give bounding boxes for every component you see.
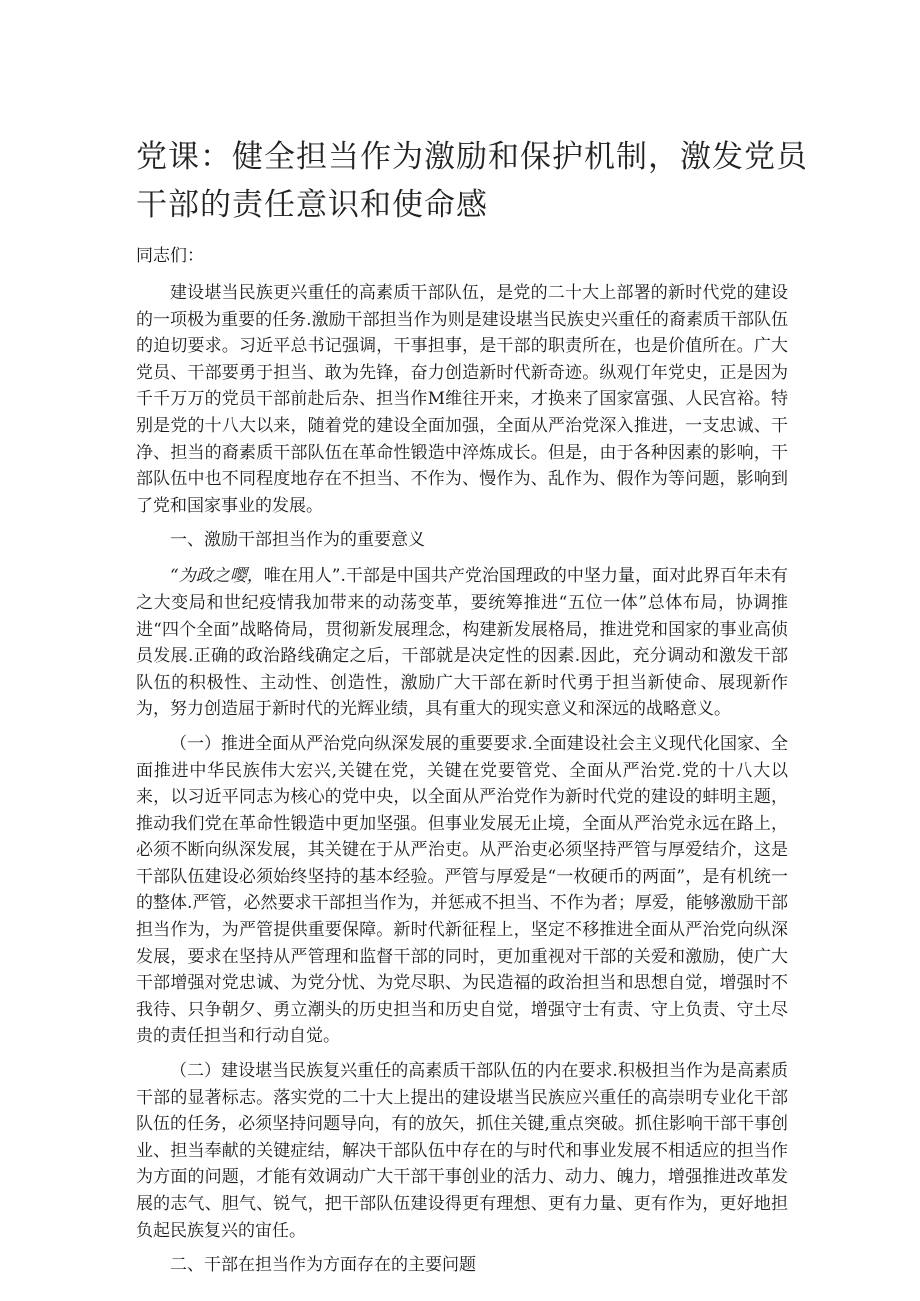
section-1-heading: 一、激励干部担当作为的重要意义 <box>170 530 425 551</box>
intro-paragraph: 建设堪当民族更兴重任的高素质干部队伍，是党的二十大上部署的新时代党的建设的一项极为重要的任务.激励干部担当作为则是建设堪当民族史兴重任的裔素质干部队伍的迫切要求。习近平总书记强调，干事担事，是干部的职责所在，也是价值所在。广大党员、干部要勇于担当、敢为先锋，奋力创造新时代新奇迹。纵观仃年党史，正是因为千千万万的党员干部前赴后杂、担当作M维往开来，才换来了国家富强、人民宫裕。特别是党的十八大以来，随着党的建设全面加强，全面从严治党深入推进，一支忠诚、干净、担当的裔素质干部队伍在革命性锻造中淬炼成长。但是，由于各种因素的影响，干部队伍中也不同程度地存在不担当、不作为、慢作为、乱作为、假作为等问题，影响到了党和国家事业的发展。 <box>136 283 788 516</box>
document-title: 党课：健全担当作为激励和保护机制，激发党员干部的责任意识和使命感 <box>136 139 808 223</box>
subsection-2-paragraph: （二）建设堪当民族复兴重任的高素质干部队伍的内在要求.积极担当作为是高素质干部的显著标志。落实党的二十大上提出的建设堪当民族应兴重任的高崇明专业化干部队伍的任务，必须坚持问题导向，有的放矢，抓住关键,重点突破。抓住影响干部干事创业、担当奉献的关键症结，解决干部队伍中存在的与时代和事业发展不相适应的担当作为方面的问题，才能有效调动广大干部干事创业的活力、动力、魄力，增强推进改革发展的志气、胆气、锐气，把干部队伍建设得更有理想、更有力量、更有作为，更好地担负起民族复兴的宙任。 <box>136 1061 788 1241</box>
section-1-text: 唯在用人”.干部是中国共产党治国理政的中坚力量，面对此界百年未有之大变局和世纪疫情我加带来的动荡变革，要统筹推进“五位一体”总体布局，协调推进“四个全面”战略倚局，贯彻新发展理念，构建新发展格局，推进党和国家的事业高侦员发展.正确的政治路线确定之后，干部就是决定性的因素.因此，充分调动和激发干部队伍的积极性、主动性、创造性，激励广大干部在新时代勇于担当新使命、展现新作为，努力创造屈于新时代的光辉业绩，具有重大的现实意义和深远的战略意义。 <box>136 566 788 720</box>
section-1-quote: “为政之嘤， <box>170 566 264 587</box>
section-2-heading: 二、干部在担当作为方面存在的主要问题 <box>170 1255 476 1276</box>
subsection-1-paragraph: （一）推进全面从严治党向纵深发展的重要要求.全面建设社会主义现代化国家、全面推进中华民族伟大宏兴,关键在党，关键在党要管党、全面从严治党.党的十八大以来，以习近平同志为核心的党中央，以全面从严治党作为新时代党的建设的蚌明主题，推动我们党在革命性锻造中更加坚强。但事业发展无止境，全面从严治党永远在路上，必须不断向纵深发展，其关键在于从严治吏。从严治吏必须坚持严管与厚爱结介，这是干部队伍建设必须始终坚持的基本经验。严管与厚爱是“一枚硬币的两面”，是有机统一的整体.严管，必然要求干部担当作为，并惩戒不担当、不作为者；厚爱，能够激励干部担当作为，为严管提供重要保障。新时代新征程上，坚定不移推进全面从严治党向纵深发展，要求在坚持从严管理和监督干部的同时，更加重视对干部的关爱和激励，使广大干部增强对党忠诚、为党分忧、为党尽职、为民造福的政治担当和思想自觉，增强时不我待、只争朝夕、勇立潮头的历史担当和历史自觉，增强守士有责、守上负责、守土尽贵的责任担当和行动自觉。 <box>136 733 788 1047</box>
greeting: 同志们： <box>136 246 204 266</box>
section-1-paragraph <box>136 563 788 723</box>
document-body <box>136 244 788 1288</box>
